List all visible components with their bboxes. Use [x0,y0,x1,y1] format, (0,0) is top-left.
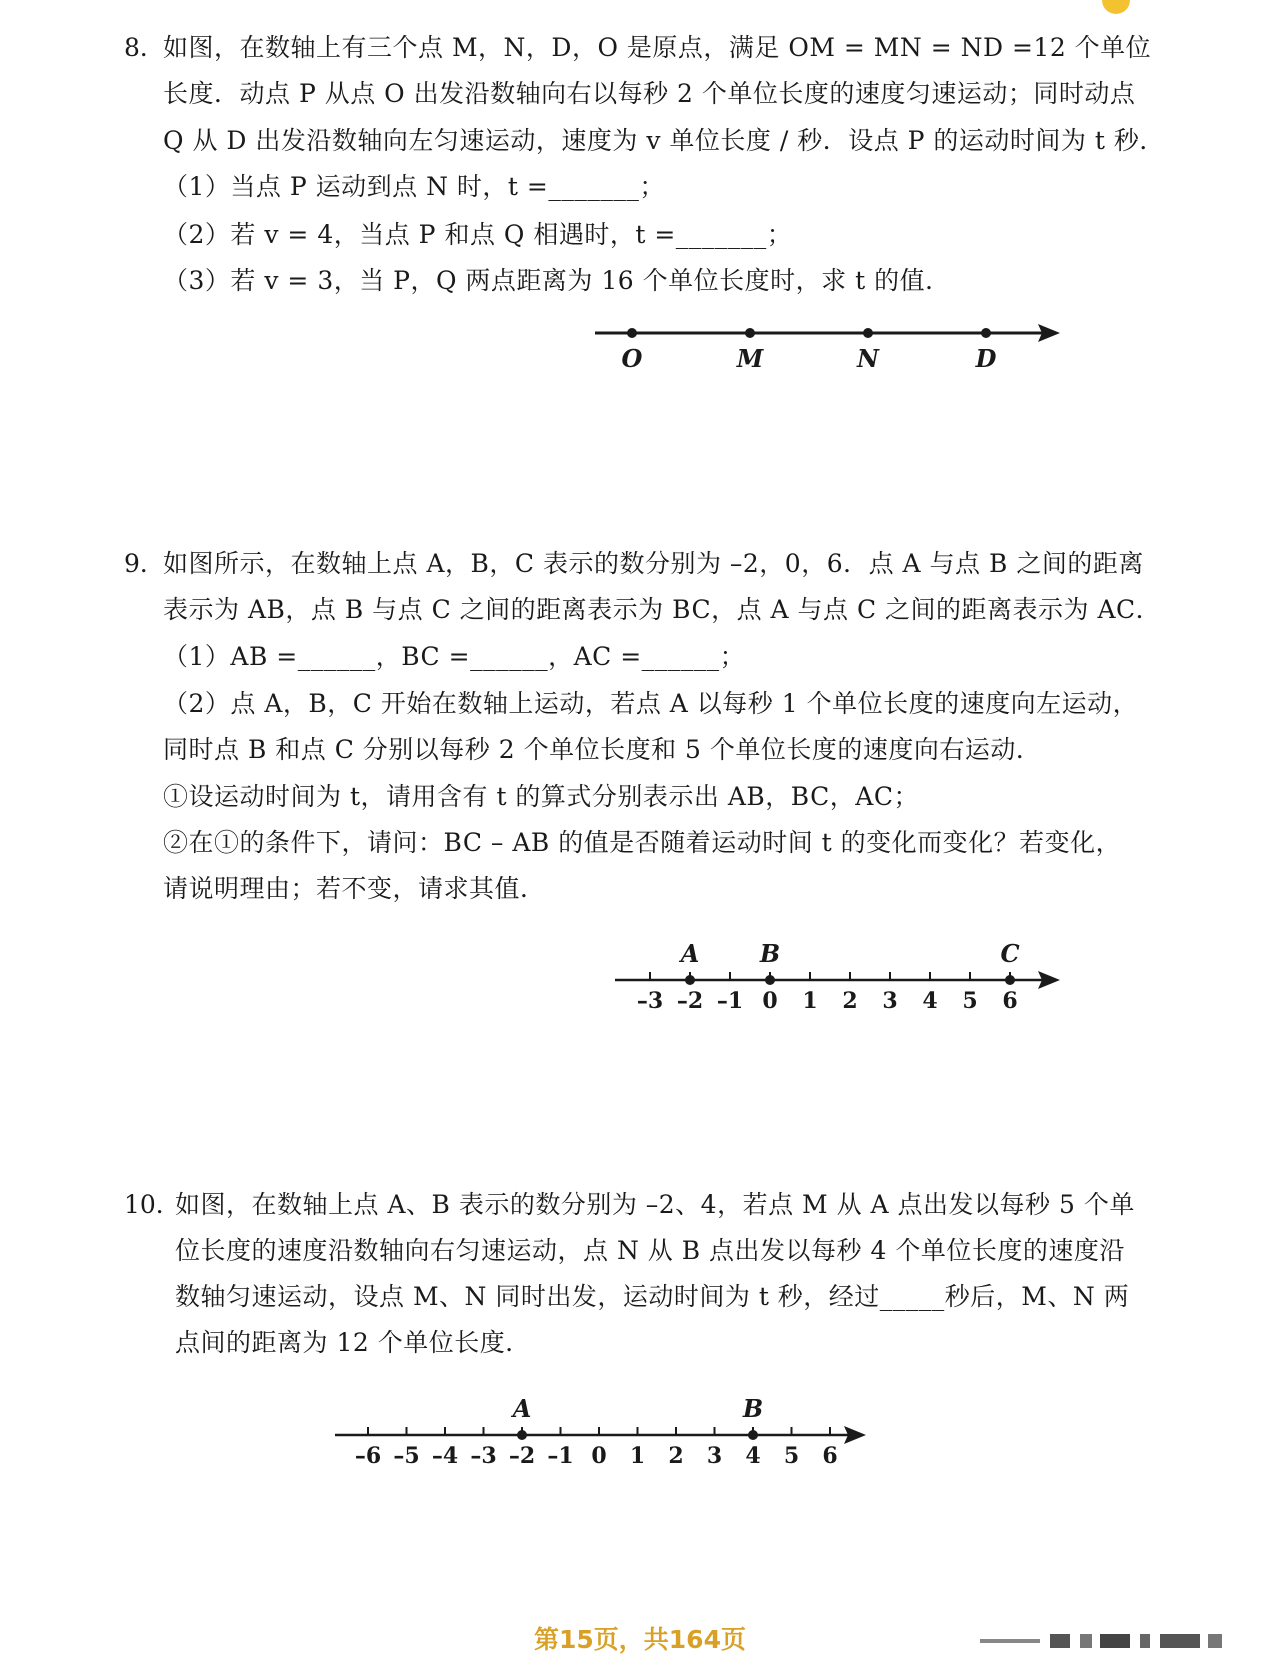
problem-text-line: 请说明理由；若不变，请求其值． [163,874,546,903]
problem-text-line: 长度．动点 P 从点 O 出发沿数轴向右以每秒 2 个单位长度的速度匀速运动；同时动点 [163,79,1136,108]
axis-point [685,975,695,985]
point-label-o: O [621,344,643,373]
problem-text-line: 表示为 AB，点 B 与点 C 之间的距离表示为 BC，点 A 与点 C 之间的距离表示为 AC． [163,595,1162,624]
page-indicator: 第15页，共164页 [534,1625,746,1654]
tick-label: 3 [882,988,898,1014]
axis-point [981,328,991,338]
problem-text-line: Q 从 D 出发沿数轴向左匀速运动，速度为 v 单位长度 / 秒．设点 P 的运动时间为 t 秒． [163,126,1165,155]
point-label-n: N [857,344,879,373]
sub-question-2: （2）点 A，B，C 开始在数轴上运动，若点 A 以每秒 1 个单位长度的速度向左运动， [163,689,1139,718]
tick-label: 4 [745,1443,761,1469]
tick-label: 5 [783,1443,800,1469]
problem-text-line: 位长度的速度沿数轴向右匀速运动，点 N 从 B 点出发以每秒 4 个单位长度的速度沿 [175,1236,1125,1265]
axis-point [765,975,775,985]
tick-label: 5 [962,988,978,1014]
problem-number: 8． [124,33,165,62]
problem-text-line: 如图，在数轴上点 A、B 表示的数分别为 –2、4，若点 M 从 A 点出发以每秒 5 个单 [175,1190,1135,1219]
tick-label: –6 [354,1443,382,1469]
point-label: A [512,1394,532,1423]
point-label: B [759,939,781,968]
tick-label: 2 [668,1443,684,1469]
problem-text-line: 同时点 B 和点 C 分别以每秒 2 个单位长度和 5 个单位长度的速度向右运动． [163,735,1042,764]
problem-text-line: 如图，在数轴上有三个点 M，N，D，O 是原点，满足 OM = MN = ND =12 个单位 [163,33,1152,62]
tick-label: –2 [676,988,704,1014]
tick-label: 4 [922,988,938,1014]
tick-label: 6 [822,1443,838,1469]
axis-point [745,328,755,338]
tick-label: –3 [470,1443,497,1469]
problem-number: 10． [124,1190,181,1219]
tick-label: 0 [591,1443,607,1469]
problem-text-line: 数轴匀速运动，设点 M、N 同时出发，运动时间为 t 秒，经过_____秒后，M、N 两 [175,1282,1130,1311]
point-label: B [742,1394,764,1423]
axis-point [517,1430,527,1440]
point-label-m: M [736,344,764,373]
sub-question-2: （2）若 v = 4，当点 P 和点 Q 相遇时，t =_______； [163,220,793,249]
problem-text-line: 点间的距离为 12 个单位长度． [175,1328,531,1357]
sub-question-2-part-1: ①设运动时间为 t，请用含有 t 的算式分别表示出 AB，BC，AC； [163,782,919,811]
tick-label: –1 [547,1443,574,1469]
scroll-thumbnail-strip [980,1632,1230,1650]
tick-label: –5 [393,1443,420,1469]
tick-label: –2 [508,1443,536,1469]
corner-mark [1102,0,1130,14]
axis-point [748,1430,758,1440]
tick-label: –4 [431,1443,459,1469]
number-line-figure [320,1390,880,1480]
axis-point [863,328,873,338]
sub-question-2-part-2: ②在①的条件下，请问：BC – AB 的值是否随着运动时间 t 的变化而变化？若变化， [163,828,1122,857]
tick-label: 3 [706,1443,723,1469]
tick-label: –1 [716,988,744,1014]
tick-label: 6 [1002,988,1018,1014]
sub-question-1: （1）当点 P 运动到点 N 时，t =_______； [163,172,665,201]
number-line-figure [600,938,1080,1018]
tick-label: 0 [762,988,778,1014]
tick-label: 1 [802,988,818,1014]
tick-label: 1 [629,1443,646,1469]
sub-question-1: （1）AB =______，BC =______，AC =______； [163,642,746,671]
axis-point [627,328,637,338]
tick-label: –3 [636,988,664,1014]
point-label: A [680,939,700,968]
tick-label: 2 [842,988,858,1014]
problem-number: 9． [124,549,165,578]
problem-text-line: 如图所示，在数轴上点 A，B，C 表示的数分别为 –2，0，6．点 A 与点 B 之间的距离 [163,549,1144,578]
point-label: C [1000,939,1020,968]
sub-question-3: （3）若 v = 3，当 P，Q 两点距离为 16 个单位长度时，求 t 的值． [163,266,951,295]
point-label-d: D [975,344,997,373]
axis-point [1005,975,1015,985]
number-line-figure [580,310,1080,390]
